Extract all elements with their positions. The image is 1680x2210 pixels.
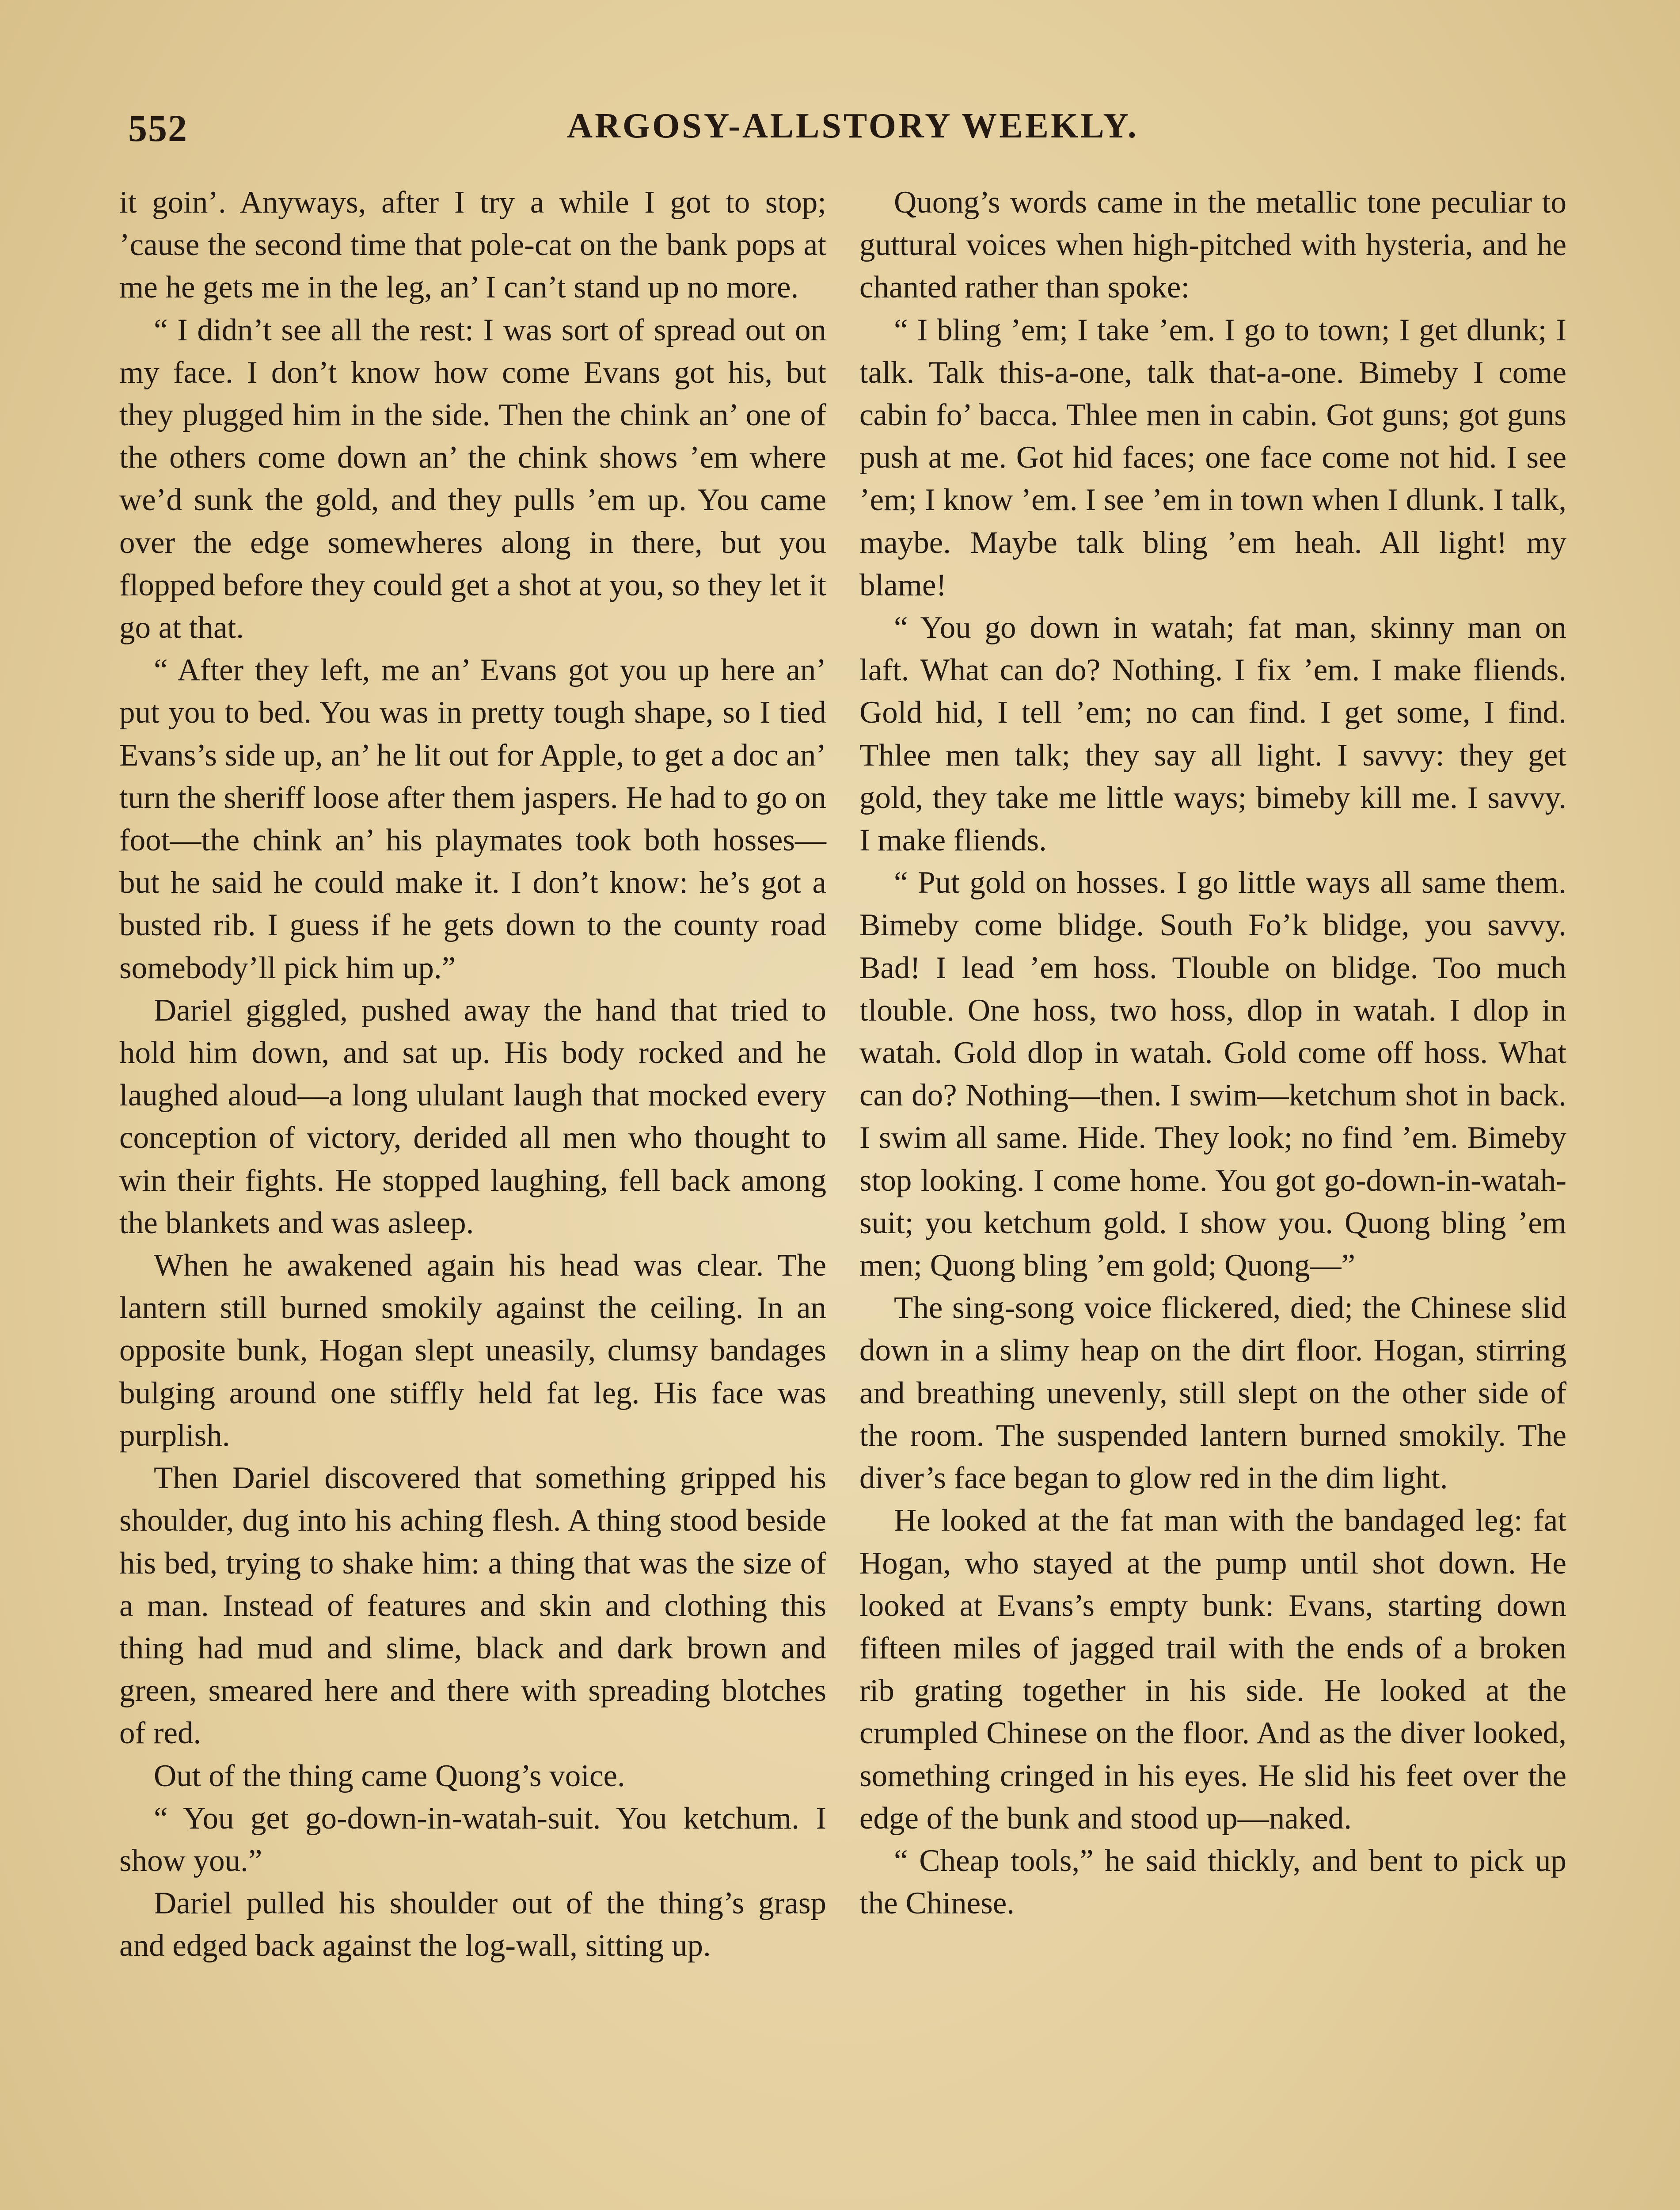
left-column <box>119 181 826 1967</box>
paragraph: “ I didn’t see all the rest: I was sort of spread out on my face. I don’t know how come Evans got his, but they plugged him in the side. Then the chink an’ one of the others come down an’ the chink shows ’em where we’d sunk the gold, and they pulls ’em up. You came over the edge somewheres along in there, but you flopped before they could get a shot at you, so they let it go at that. <box>119 312 826 645</box>
paragraph: “ You get go-down-in-watah-suit. You ketchum. I show you.” <box>119 1801 826 1878</box>
paragraph: When he awakened again his head was clear. The lantern still burned smokily against the ceiling. In an opposite bunk, Hogan slept uneasily, clumsy bandages bulging around one stiffly held fat leg. His face was purplish. <box>119 1248 826 1453</box>
page-number: 552 <box>128 107 188 149</box>
paragraph: Then Dariel discovered that something gripped his shoulder, dug into his aching flesh. A thing stood beside his bed, trying to shake him: a thing that was the size of a man. Instead of features and skin and clothing this thing had mud and slime, black and dark brown and green, smeared here and there with spreading blotches of red. <box>119 1461 826 1751</box>
right-column <box>859 181 1566 1924</box>
paragraph: “ I bling ’em; I take ’em. I go to town; I get dlunk; I talk. Talk this-a-one, talk that-a-one. Bimeby I come cabin fo’ bacca. Thlee men in cabin. Got guns; got guns push at me. Got hid faces; one face come not hid. I see ’em; I know ’em. I see ’em in town when I dlunk. I talk, maybe. Maybe talk bling ’em heah. All light! my blame! <box>859 312 1566 602</box>
magazine-title: ARGOSY-ALLSTORY WEEKLY. <box>567 107 1139 145</box>
paragraph: it goin’. Anyways, after I try a while I got to stop; ’cause the second time that pole-cat on the bank pops at me he gets me in the leg, an’ I can’t stand up no more. <box>119 185 826 305</box>
paragraph: Dariel pulled his shoulder out of the thing’s grasp and edged back against the log-wall, sitting up. <box>119 1886 826 1963</box>
paragraph: Dariel giggled, pushed away the hand that tried to hold him down, and sat up. His body rocked and he laughed aloud—a long ululant laugh that mocked every conception of victory, derided all men who thought to win their fights. He stopped laughing, fell back among the blankets and was asleep. <box>119 993 826 1240</box>
paragraph: “ Cheap tools,” he said thickly, and bent to pick up the Chinese. <box>859 1843 1566 1921</box>
page-header <box>128 106 1577 159</box>
paragraph: He looked at the fat man with the bandaged leg: fat Hogan, who stayed at the pump until shot down. He looked at Evans’s empty bunk: Evans, starting down fifteen miles of jagged trail with the ends of a broken rib grating together in his side. He looked at the crumpled Chinese on the floor. And as the diver looked, something cringed in his eyes. He slid his feet over the edge of the bunk and stood up—naked. <box>859 1503 1566 1836</box>
paragraph: “ After they left, me an’ Evans got you up here an’ put you to bed. You was in pretty tough shape, so I tied Evans’s side up, an’ he lit out for Apple, to get a doc an’ turn the sheriff loose after them jaspers. He had to go on foot—the chink an’ his playmates took both hosses—but he said he could make it. I don’t know: he’s got a busted rib. I guess if he gets down to the county road somebody’ll pick him up.” <box>119 653 826 985</box>
paragraph: “ Put gold on hosses. I go little ways all same them. Bimeby come blidge. South Fo’k blidge, you savvy. Bad! I lead ’em hoss. Tlouble on blidge. Too much tlouble. One hoss, two hoss, dlop in watah. I dlop in watah. Gold dlop in watah. Gold come off hoss. What can do? Nothing—then. I swim—ketchum shot in back. I swim all same. Hide. They look; no find ’em. Bimeby stop looking. I come home. You got go-down-in-watah-suit; you ketchum gold. I show you. Quong bling ’em men; Quong bling ’em gold; Quong—” <box>859 865 1566 1283</box>
paragraph: The sing-song voice flickered, died; the Chinese slid down in a slimy heap on the dirt floor. Hogan, stirring and breathing unevenly, still slept on the other side of the room. The suspended lantern burned smokily. The diver’s face began to glow red in the dim light. <box>859 1291 1566 1496</box>
paragraph: Quong’s words came in the metallic tone peculiar to guttural voices when high-pitched with hysteria, and he chanted rather than spoke: <box>859 185 1566 305</box>
paragraph: Out of the thing came Quong’s voice. <box>154 1758 625 1793</box>
paragraph: “ You go down in watah; fat man, skinny man on laft. What can do? Nothing. I fix ’em. I make fliends. Gold hid, I tell ’em; no can find. I get some, I find. Thlee men talk; they say all light. I savvy: they get gold, they take me little ways; bimeby kill me. I savvy. I make fliends. <box>859 610 1566 858</box>
